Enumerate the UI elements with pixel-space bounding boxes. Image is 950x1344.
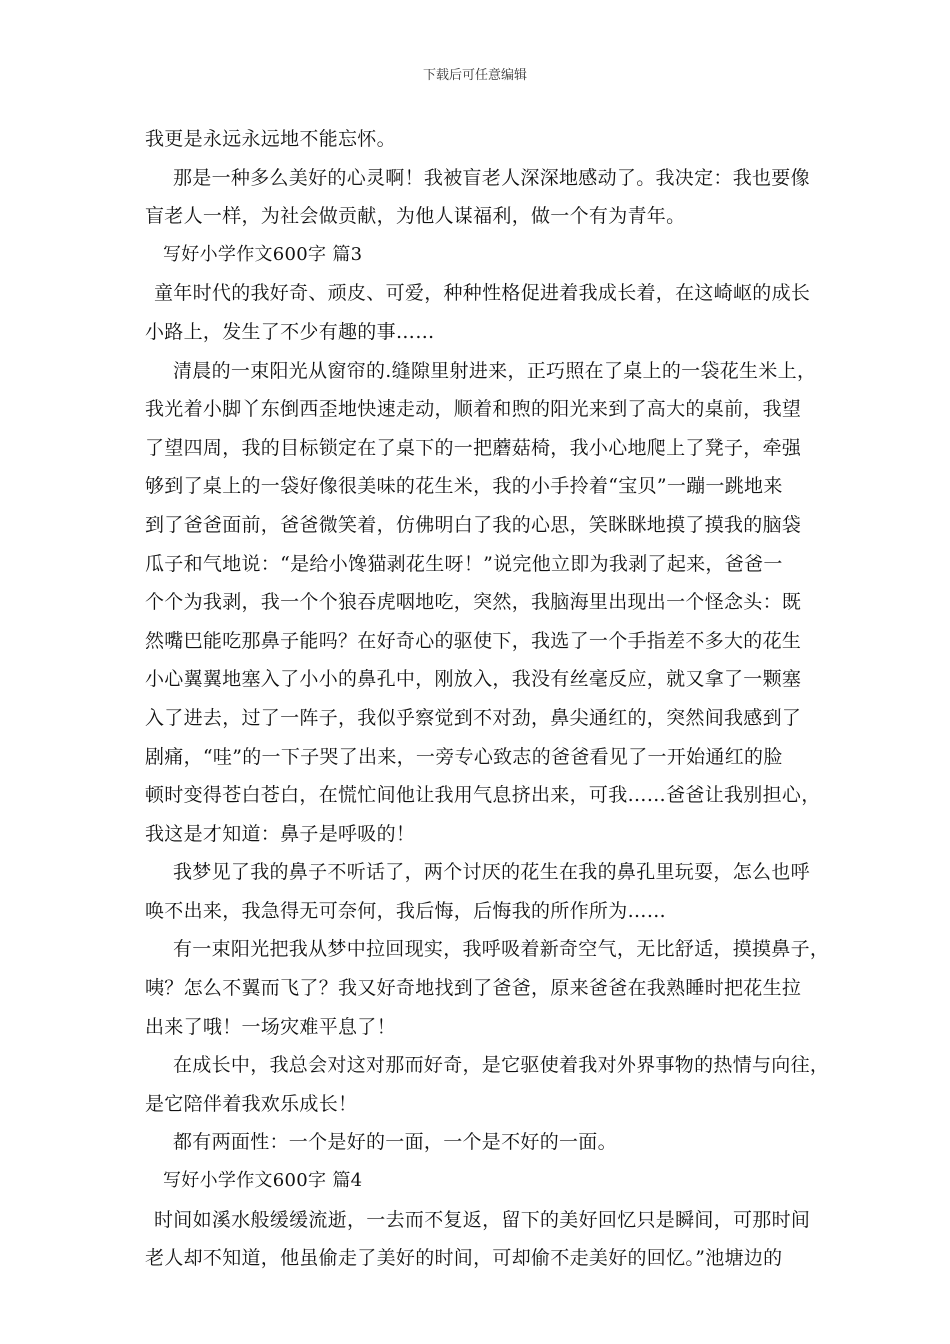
- section-heading: 写好小学作文600字 篇4: [163, 1170, 363, 1192]
- text-line: 我光着小脚丫东倒西歪地快速走动，顺着和煦的阳光来到了高大的桌前，我望: [145, 398, 802, 421]
- text-line: 小路上，发生了不少有趣的事……: [145, 320, 435, 343]
- text-line: 瓜子和气地说：“是给小馋猫剥花生呀！”说完他立即为我剥了起来，爸爸一: [145, 552, 783, 575]
- text-line: 够到了桌上的一袋好像很美味的花生米，我的小手拎着“宝贝”一蹦一跳地来: [145, 475, 783, 498]
- text-line: 小心翼翼地塞入了小小的鼻孔中，刚放入，我没有丝毫反应，就又拿了一颗塞: [145, 668, 802, 691]
- text-line: 个个为我剥，我一个个狼吞虎咽地吃，突然，我脑海里出现出一个怪念头：既: [145, 591, 802, 614]
- text-line: 童年时代的我好奇、顽皮、可爱，种种性格促进着我成长着，在这崎岖的成长: [154, 282, 811, 305]
- text-line: 是它陪伴着我欢乐成长！: [145, 1092, 358, 1115]
- text-line: 然嘴巴能吃那鼻子能吗？在好奇心的驱使下，我选了一个手指差不多大的花生: [145, 629, 802, 652]
- text-line: 入了进去，过了一阵子，我似乎察觉到不对劲，鼻尖通红的，突然间我感到了: [145, 706, 802, 729]
- document-body: [145, 120, 830, 1278]
- page-header: 下载后可任意编辑: [422, 68, 527, 83]
- text-line: 剧痛，“哇”的一下子哭了出来，一旁专心致志的爸爸看见了一开始通红的脸: [145, 745, 783, 768]
- text-line: 顿时变得苍白苍白，在慌忙间他让我用气息挤出来，可我……爸爸让我别担心，: [145, 784, 821, 807]
- text-line: 老人却不知道，他虽偷走了美好的时间，可却偷不走美好的回忆。”池塘边的: [145, 1247, 783, 1270]
- text-line: 都有两面性：一个是好的一面，一个是不好的一面。: [173, 1131, 617, 1154]
- text-line: 出来了哦！一场灾难平息了！: [145, 1015, 396, 1038]
- text-line: 时间如溪水般缓缓流逝，一去而不复返，留下的美好回忆只是瞬间，可那时间: [154, 1208, 811, 1231]
- text-line: 我梦见了我的鼻子不听话了，两个讨厌的花生在我的鼻孔里玩耍，怎么也呼: [173, 861, 810, 884]
- text-line: 有一束阳光把我从梦中拉回现实，我呼吸着新奇空气，无比舒适，摸摸鼻子，: [173, 938, 830, 961]
- text-line: 了望四周，我的目标锁定在了桌下的一把蘑菇椅，我小心地爬上了凳子，牵强: [145, 436, 802, 459]
- text-line: 唤不出来，我急得无可奈何，我后悔，后悔我的所作所为……: [145, 899, 667, 922]
- text-line: 我这是才知道：鼻子是呼吸的！: [145, 822, 416, 845]
- text-line: 盲老人一样，为社会做贡献，为他人谋福利，做一个有为青年。: [145, 205, 686, 228]
- text-line: 那是一种多么美好的心灵啊！我被盲老人深深地感动了。我决定：我也要像: [173, 166, 810, 189]
- section-heading: 写好小学作文600字 篇3: [163, 243, 363, 265]
- text-line: 到了爸爸面前，爸爸微笑着，仿佛明白了我的心思，笑眯眯地摸了摸我的脑袋: [145, 513, 802, 536]
- text-line: 在成长中，我总会对这对那而好奇，是它驱使着我对外界事物的热情与向往，: [173, 1054, 830, 1077]
- text-line: 我更是永远永远地不能忘怀。: [145, 128, 396, 150]
- text-line: 咦？怎么不翼而飞了？我又好奇地找到了爸爸，原来爸爸在我熟睡时把花生拉: [145, 977, 802, 1000]
- text-line: 清晨的一束阳光从窗帘的.缝隙里射进来，正巧照在了桌上的一袋花生米上，: [173, 359, 817, 382]
